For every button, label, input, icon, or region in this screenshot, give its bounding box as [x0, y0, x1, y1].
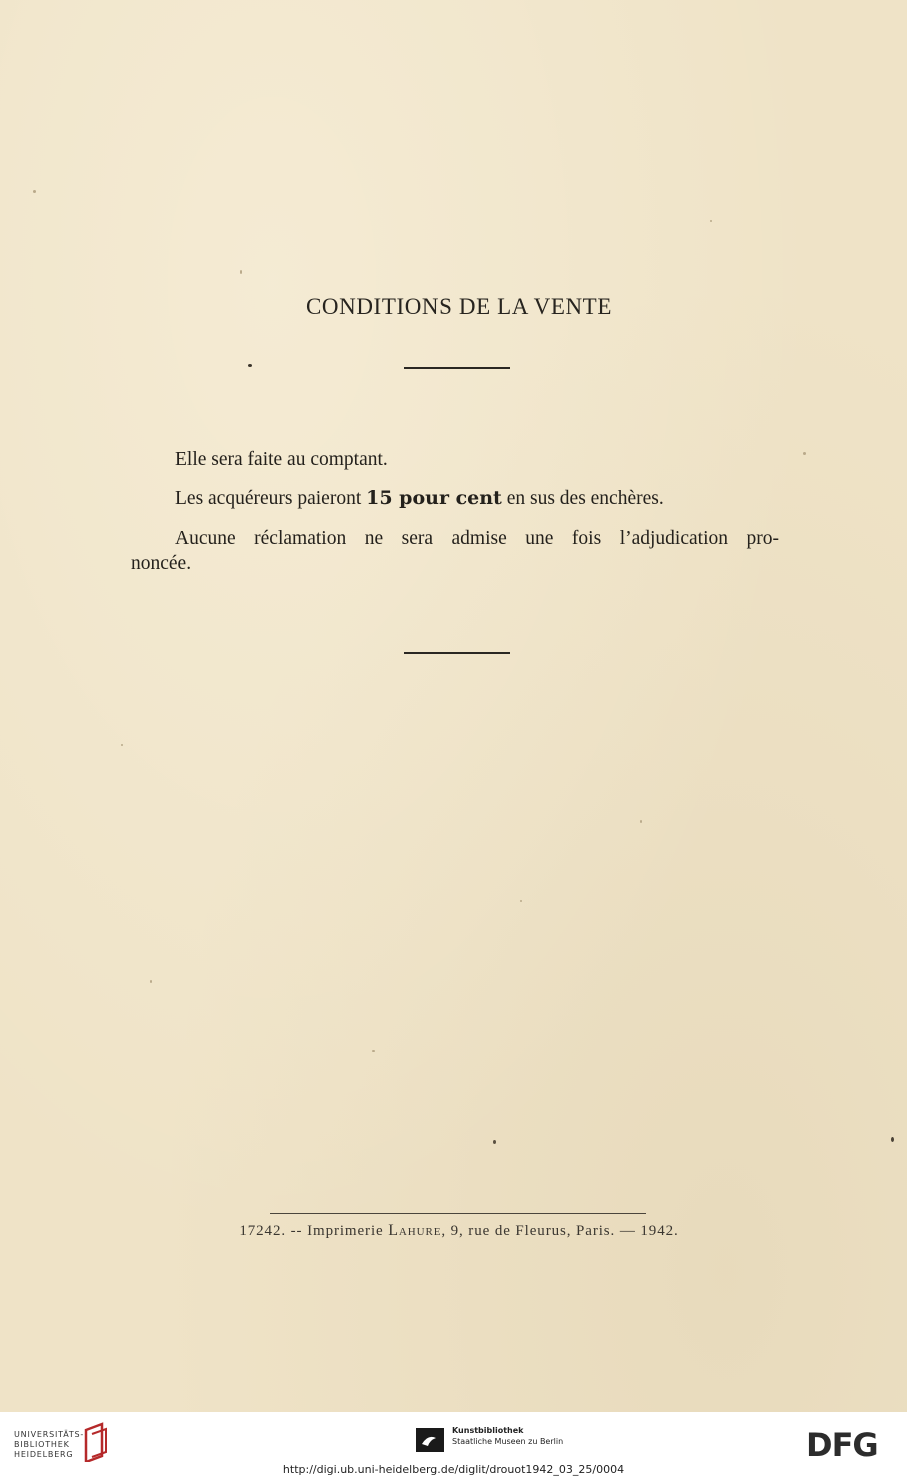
paper-speck: [150, 980, 152, 983]
university-line-1: UNIVERSITÄTS-: [14, 1430, 85, 1439]
paper-speck: [33, 190, 36, 193]
paper-speck: [493, 1140, 496, 1144]
divider-bottom: [404, 652, 510, 654]
commission-text-after: en sus des enchères.: [501, 488, 664, 509]
paper-speck: [640, 820, 642, 823]
paragraph-commission: [175, 487, 664, 510]
paper-speck: [891, 1137, 894, 1142]
paragraph-claims-line2: noncée.: [131, 553, 192, 574]
university-logo-icon: [82, 1422, 110, 1462]
imprint-dashes: --: [290, 1223, 303, 1239]
paper-speck: [248, 364, 252, 367]
divider-top: [404, 367, 510, 369]
page-title: CONDITIONS DE LA VENTE: [305, 294, 612, 319]
imprint-address: , 9, rue de Fleurus, Paris. —: [441, 1223, 636, 1239]
university-line-2: BIBLIOTHEK: [14, 1440, 70, 1449]
page-url[interactable]: http://digi.ub.uni-heidelberg.de/diglit/drouot1942_03_25/0004: [282, 1463, 625, 1476]
paper-speck: [372, 1050, 375, 1052]
university-line-3: HEIDELBERG: [14, 1450, 74, 1459]
paper-speck: [710, 220, 712, 222]
imprint-year: 1942.: [640, 1223, 679, 1239]
footer-rule: [270, 1213, 646, 1214]
imprint-number: 17242.: [239, 1223, 286, 1239]
commission-rate: 15 pour cent: [366, 487, 502, 509]
kunstbibliothek-subtitle: Staatliche Museen zu Berlin: [452, 1437, 564, 1446]
imprint-prefix: Imprimerie: [307, 1223, 384, 1239]
university-library-name: [14, 1430, 84, 1460]
printer-imprint: [0, 1222, 907, 1240]
bottom-bar: [0, 1412, 907, 1477]
kunstbibliothek-name: [452, 1425, 563, 1447]
paper-speck: [240, 270, 242, 274]
paper-speck: [520, 900, 522, 902]
dfg-logo: DFG: [806, 1426, 878, 1464]
kunstbibliothek-logo-icon: [416, 1428, 444, 1452]
paper-speck: [803, 452, 806, 455]
commission-text-before: Les acquéreurs paieront: [175, 488, 367, 509]
kunstbibliothek-title: Kunstbibliothek: [452, 1426, 524, 1435]
paper-speck: [121, 744, 123, 746]
paragraph-payment: Elle sera faite au comptant.: [175, 449, 388, 470]
imprint-printer-name: Lahure: [388, 1222, 442, 1239]
paragraph-claims-line1: Aucune réclamation ne sera admise une fois l’adjudication pro-: [175, 528, 779, 549]
